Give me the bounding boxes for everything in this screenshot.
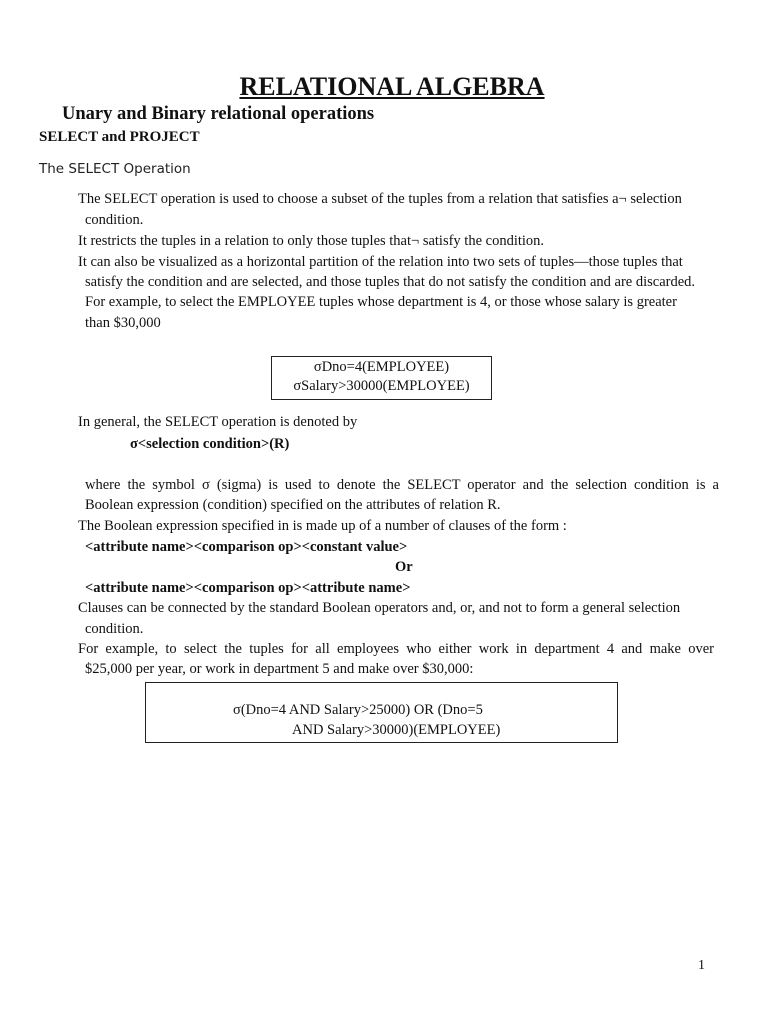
clause-or: Or <box>395 559 413 575</box>
boolean-example-line1: For example, to select the tuples for all employees who either work in department 4 and make over <box>78 641 714 657</box>
example-box-1-line2: σSalary>30000(EMPLOYEE) <box>293 378 470 394</box>
paragraph-partition-line2: satisfy the condition and are selected, and those tuples that do not satisfy the condition and are discarded. <box>85 274 696 290</box>
page-title: RELATIONAL ALGEBRA <box>239 72 545 101</box>
example-box-2 <box>145 682 618 743</box>
example-box-2-line1: σ(Dno=4 AND Salary>25000) OR (Dno=5 <box>233 702 483 718</box>
boolean-intro: The Boolean expression specified in is made up of a number of clauses of the form : <box>78 518 567 534</box>
clause-form-attribute: <attribute name><comparison op><attribute name> <box>85 580 411 596</box>
section-heading: SELECT and PROJECT <box>39 129 200 145</box>
paragraph-restricts: It restricts the tuples in a relation to only those tuples that¬ satisfy the condition. <box>78 233 545 249</box>
paragraph-partition-line3: For example, to select the EMPLOYEE tuples whose department is 4, or those whose salary is greater <box>85 294 677 310</box>
general-intro: In general, the SELECT operation is denoted by <box>78 414 358 430</box>
where-line1: where the symbol σ (sigma) is used to denote the SELECT operator and the selection condition is a <box>85 477 719 493</box>
example-box-1-line1: σDno=4(EMPLOYEE) <box>313 359 450 375</box>
clause-form-constant: <attribute name><comparison op><constant value> <box>85 539 408 555</box>
paragraph-partition-line4: than $30,000 <box>85 315 161 331</box>
example-box-2-line2: AND Salary>30000)(EMPLOYEE) <box>292 722 501 738</box>
clauses-line2: condition. <box>85 621 144 637</box>
example-box-1 <box>271 356 492 400</box>
paragraph-partition-line1: It can also be visualized as a horizontal partition of the relation into two sets of tuples—those tuples that <box>78 254 683 270</box>
paragraph-select-definition-line1: The SELECT operation is used to choose a subset of the tuples from a relation that satisfies a¬ selection <box>78 191 682 207</box>
select-notation: σ<selection condition>(R) <box>130 436 290 452</box>
page-number: 1 <box>698 958 705 973</box>
clauses-line1: Clauses can be connected by the standard Boolean operators and, or, and not to form a general selection <box>78 600 681 616</box>
where-line2: Boolean expression (condition) specified on the attributes of relation R. <box>85 497 501 513</box>
operation-heading: The SELECT Operation <box>39 161 191 177</box>
boolean-example-line2: $25,000 per year, or work in department 5 and make over $30,000: <box>85 661 474 677</box>
subtitle: Unary and Binary relational operations <box>62 104 375 124</box>
paragraph-select-definition-line2: condition. <box>85 212 144 228</box>
